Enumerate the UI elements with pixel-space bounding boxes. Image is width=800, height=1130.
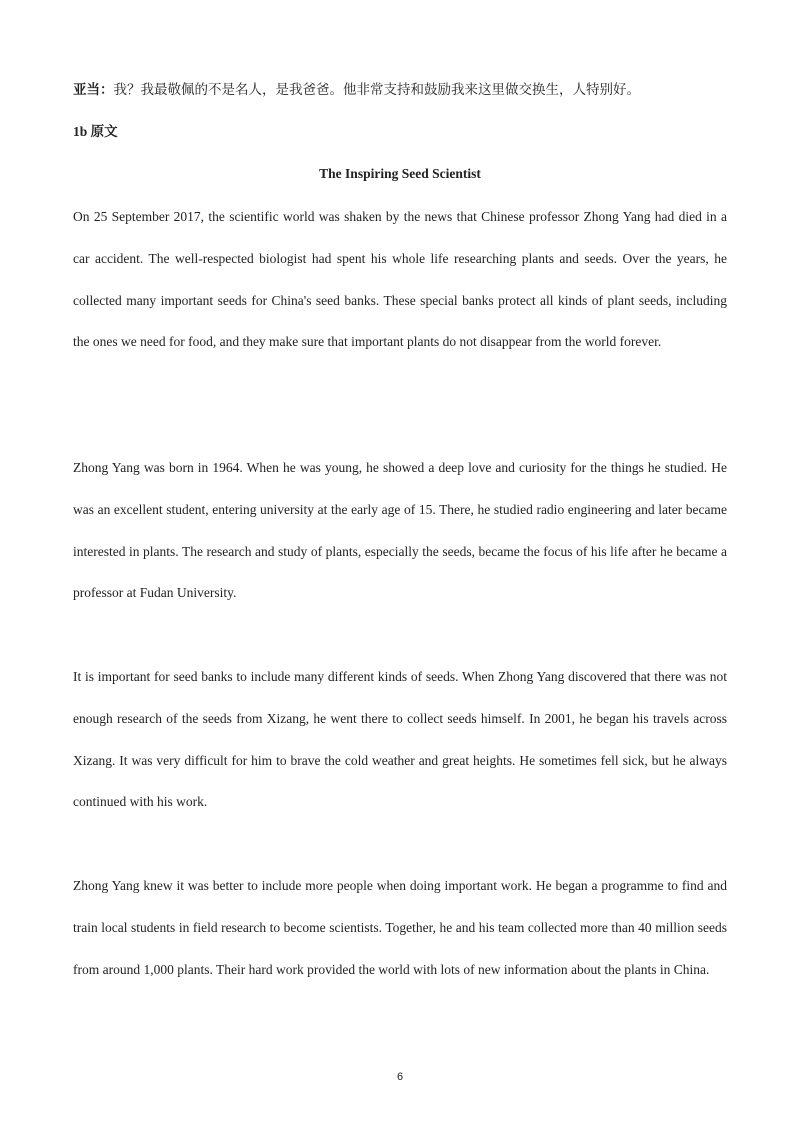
dialogue-line	[73, 80, 640, 100]
article-paragraph-4: Zhong Yang knew it was better to include more people when doing important work. He began a programme to find and train local students in field research to become scientists. Together, he and his team collected more than 40 million seeds from around 1,000 plants. Their hard work provided the world with lots of new information about the plants in China.	[73, 878, 727, 977]
article-title: The Inspiring Seed Scientist	[319, 166, 481, 181]
article-paragraph-2: Zhong Yang was born in 1964. When he was young, he showed a deep love and curiosity for the things he studied. He was an excellent student, entering university at the early age of 15. There, he studied radio engineering and later became interested in plants. The research and study of plants, especially the seeds, became the focus of his life after he became a professor at Fudan University.	[73, 460, 727, 601]
article-paragraph-1: On 25 September 2017, the scientific world was shaken by the news that Chinese professor Zhong Yang had died in a car accident. The well-respected biologist had spent his whole life researching plants and seeds. Over the years, he collected many important seeds for China's seed banks. These special banks protect all kinds of plant seeds, including the ones we need for food, and they make sure that important plants do not disappear from the world forever.	[73, 209, 727, 350]
dialogue-text: 我？我最敬佩的不是名人，是我爸爸。他非常支持和鼓励我来这里做交换生，人特别好。	[113, 82, 640, 97]
section-heading: 1b 原文	[73, 124, 118, 139]
speaker-name: 亚当：	[73, 82, 114, 97]
page-number: 6	[396, 1071, 404, 1083]
article-paragraph-3: It is important for seed banks to include many different kinds of seeds. When Zhong Yang discovered that there was not enough research of the seeds from Xizang, he went there to collect seeds himself. In 2001, he began his travels across Xizang. It was very difficult for him to brave the cold weather and great heights. He sometimes fell sick, but he always continued with his work.	[73, 669, 727, 810]
